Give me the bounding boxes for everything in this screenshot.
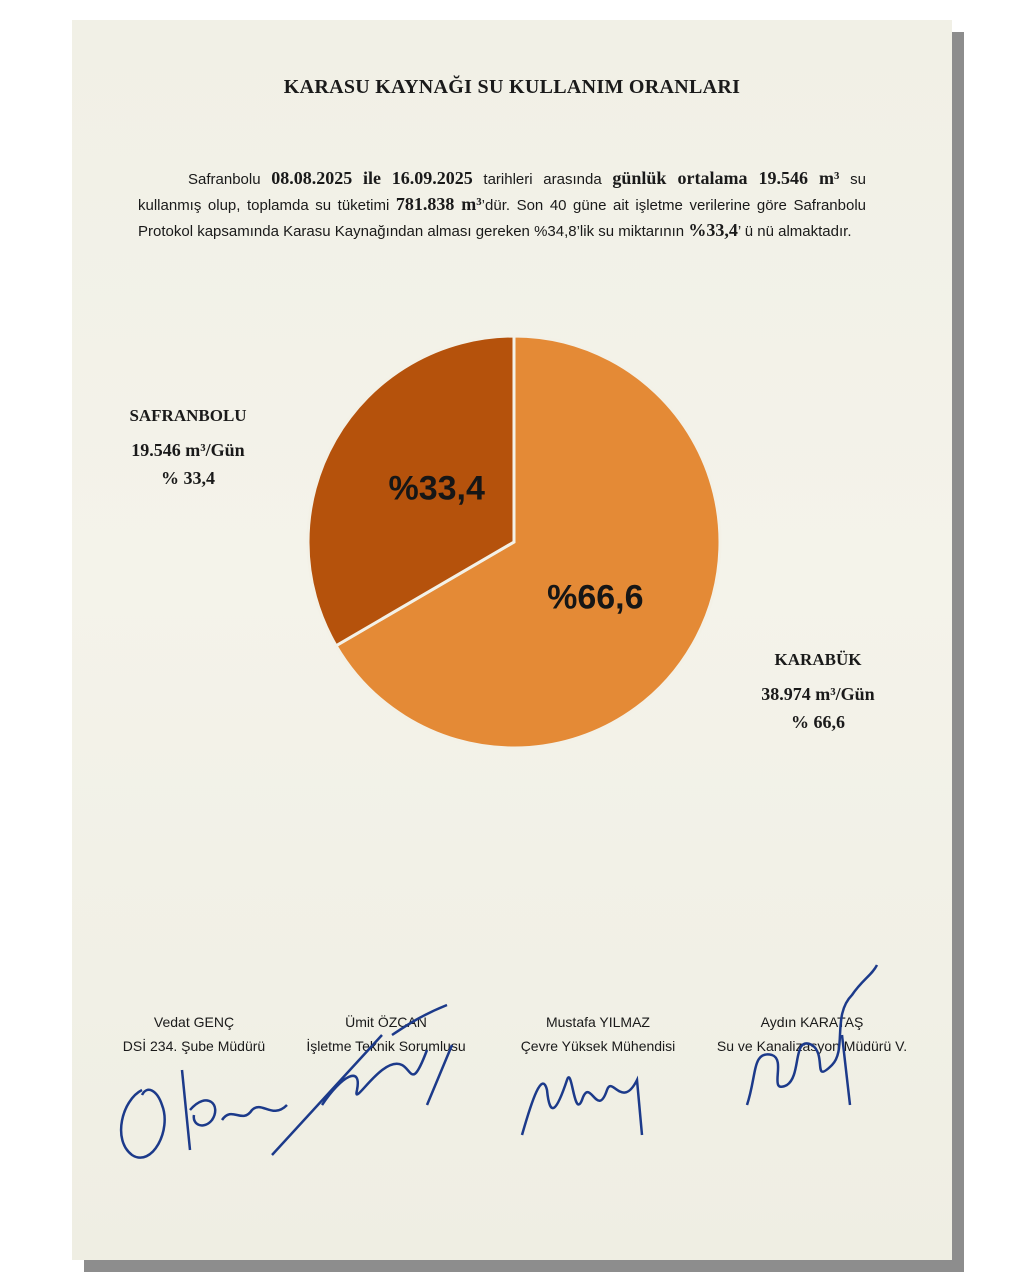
para-text: ’ ü nü almaktadır. [737,223,852,240]
signatory-role: DSİ 234. Şube Müdürü [122,1038,266,1054]
daily-average: günlük ortalama 19.546 m³ [612,168,840,188]
karabuk-name: KARABÜK [774,650,862,669]
signatory-name: Ümit ÖZCAN [345,1014,427,1030]
signatory-role: Su ve Kanalizasyon Müdürü V. [716,1038,908,1054]
pie-label-karabük: %66,6 [547,578,644,617]
signature-4 [732,955,892,1135]
karabuk-daily: 38.974 m³/Gün [761,684,875,704]
signatory-role: Çevre Yüksek Mühendisi [520,1038,676,1054]
karabuk-percent: % 66,6 [791,712,845,732]
safranbolu-name: SAFRANBOLU [129,406,247,425]
document-page [72,20,952,1260]
para-text [381,171,392,188]
safranbolu-label [88,402,288,492]
pie-label-safranbolu: %33,4 [388,469,485,508]
safranbolu-percent: % 33,4 [161,468,215,488]
para-text [352,171,363,188]
karabuk-label [718,646,918,736]
signatory-role: İşletme Teknik Sorumlusu [306,1038,466,1054]
signatory-name: Mustafa YILMAZ [545,1014,650,1030]
share-percent: %33,4 [688,220,738,240]
para-bold: ile [362,168,381,188]
pie-chart [302,330,726,754]
summary-paragraph [138,166,866,244]
start-date: 08.08.2025 [271,168,353,188]
signatory-name: Aydın KARATAŞ [760,1014,864,1030]
total-consumption: 781.838 m³ [395,194,482,214]
document-title: KARASU KAYNAĞI SU KULLANIM ORANLARI [283,76,741,98]
signatory-3 [498,1010,698,1058]
para-text: tarihleri arasında [472,171,613,188]
para-text: Safranbolu [188,171,272,188]
end-date: 16.09.2025 [391,168,473,188]
safranbolu-daily: 19.546 m³/Gün [131,440,245,460]
signature-2 [262,995,462,1165]
signatory-name: Vedat GENÇ [153,1014,235,1030]
para-text: su kullanmış olup, toplamda su tüketimi [138,171,866,214]
para-text: ’dür. Son 40 güne ait işletme verilerine göre Safranbolu Protokol kapsamında Karasu Kaynağından alması gereken %34,8’lik su miktarının [138,197,866,240]
signature-3 [512,1060,672,1140]
